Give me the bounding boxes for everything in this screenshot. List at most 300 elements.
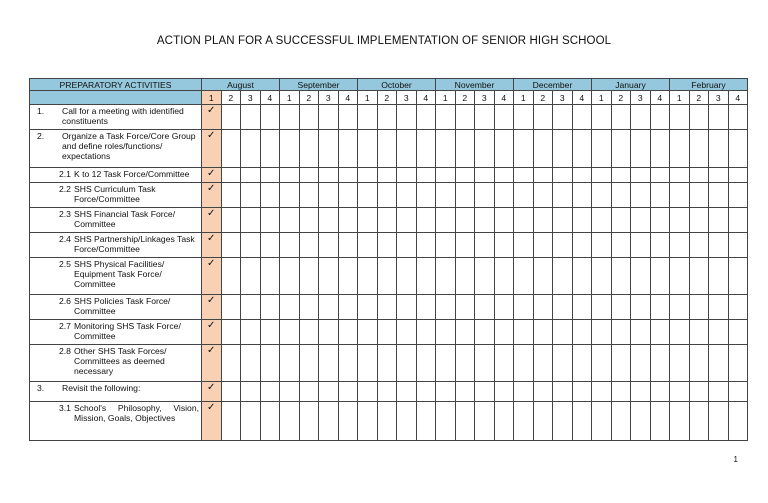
week-header-cell: 3 — [241, 91, 261, 105]
schedule-cell — [338, 295, 358, 320]
schedule-cell — [475, 402, 495, 441]
week-header-cell: 3 — [553, 91, 573, 105]
month-header-october: October — [358, 79, 436, 91]
schedule-cell — [670, 320, 690, 345]
schedule-cell — [494, 130, 514, 168]
schedule-cell — [397, 345, 417, 382]
schedule-cell — [670, 168, 690, 183]
schedule-cell — [319, 130, 339, 168]
schedule-cell — [221, 320, 241, 345]
schedule-cell — [241, 130, 261, 168]
schedule-cell — [416, 402, 436, 441]
schedule-cell — [299, 105, 319, 130]
schedule-cell — [650, 168, 670, 183]
schedule-cell — [280, 258, 300, 295]
schedule-cell — [241, 183, 261, 208]
schedule-cell — [689, 233, 709, 258]
schedule-cell — [553, 382, 573, 402]
schedule-cell — [553, 208, 573, 233]
action-plan-table — [29, 78, 748, 441]
schedule-cell — [260, 168, 280, 183]
schedule-cell — [592, 382, 612, 402]
schedule-cell — [377, 183, 397, 208]
schedule-cell — [494, 382, 514, 402]
schedule-cell — [377, 233, 397, 258]
schedule-cell — [514, 258, 534, 295]
schedule-cell — [592, 130, 612, 168]
schedule-cell — [689, 320, 709, 345]
week-header-cell: 2 — [611, 91, 631, 105]
schedule-cell — [689, 183, 709, 208]
schedule-cell — [416, 130, 436, 168]
schedule-cell — [650, 208, 670, 233]
schedule-cell — [553, 295, 573, 320]
schedule-cell — [611, 168, 631, 183]
schedule-cell — [553, 183, 573, 208]
week-header-cell: 1 — [280, 91, 300, 105]
schedule-cell — [436, 168, 456, 183]
schedule-cell — [475, 233, 495, 258]
schedule-cell — [494, 258, 514, 295]
schedule-cell — [338, 168, 358, 183]
schedule-cell — [338, 183, 358, 208]
schedule-cell — [358, 320, 378, 345]
activity-cell — [30, 382, 202, 402]
schedule-cell — [338, 402, 358, 441]
schedule-cell — [319, 295, 339, 320]
schedule-cell — [241, 320, 261, 345]
schedule-cell — [592, 258, 612, 295]
week-header-cell: 2 — [455, 91, 475, 105]
check-cell: ✓ — [202, 168, 222, 183]
schedule-cell — [455, 105, 475, 130]
schedule-cell — [221, 168, 241, 183]
schedule-cell — [358, 168, 378, 183]
schedule-cell — [572, 295, 592, 320]
schedule-cell — [397, 208, 417, 233]
table-row — [30, 345, 748, 382]
schedule-cell — [670, 295, 690, 320]
check-cell: ✓ — [202, 320, 222, 345]
schedule-cell — [631, 233, 651, 258]
check-cell: ✓ — [202, 382, 222, 402]
schedule-cell — [358, 345, 378, 382]
schedule-cell — [475, 130, 495, 168]
schedule-cell — [397, 130, 417, 168]
activities-header: PREPARATORY ACTIVITIES — [30, 79, 202, 91]
schedule-cell — [728, 183, 748, 208]
item-number: 2.8 — [59, 346, 71, 356]
week-header-cell: 1 — [358, 91, 378, 105]
schedule-cell — [670, 233, 690, 258]
schedule-cell — [455, 402, 475, 441]
schedule-cell — [280, 208, 300, 233]
week-header-cell: 1 — [436, 91, 456, 105]
item-number: 2.6 — [59, 296, 71, 306]
schedule-cell — [455, 183, 475, 208]
schedule-cell — [533, 183, 553, 208]
activity-cell — [30, 233, 202, 258]
schedule-cell — [436, 320, 456, 345]
schedule-cell — [475, 320, 495, 345]
schedule-cell — [592, 183, 612, 208]
schedule-cell — [553, 345, 573, 382]
schedule-cell — [514, 320, 534, 345]
table-row — [30, 382, 748, 402]
check-cell: ✓ — [202, 295, 222, 320]
schedule-cell — [338, 345, 358, 382]
schedule-cell — [611, 105, 631, 130]
schedule-cell — [377, 320, 397, 345]
schedule-cell — [553, 233, 573, 258]
schedule-cell — [611, 402, 631, 441]
schedule-cell — [533, 208, 553, 233]
check-cell: ✓ — [202, 258, 222, 295]
schedule-cell — [299, 320, 319, 345]
item-text: SHS Physical Facilities/ Equipment Task Force/ Committee — [74, 259, 165, 289]
schedule-cell — [221, 105, 241, 130]
week-header-cell: 1 — [670, 91, 690, 105]
schedule-cell — [455, 258, 475, 295]
schedule-cell — [728, 382, 748, 402]
schedule-cell — [631, 320, 651, 345]
schedule-cell — [221, 208, 241, 233]
schedule-cell — [299, 345, 319, 382]
schedule-cell — [416, 233, 436, 258]
schedule-cell — [689, 105, 709, 130]
schedule-cell — [319, 168, 339, 183]
schedule-cell — [377, 130, 397, 168]
schedule-cell — [670, 345, 690, 382]
schedule-cell — [475, 105, 495, 130]
schedule-cell — [494, 208, 514, 233]
schedule-cell — [299, 233, 319, 258]
schedule-cell — [670, 402, 690, 441]
table-row — [30, 402, 748, 441]
schedule-cell — [358, 402, 378, 441]
schedule-cell — [455, 208, 475, 233]
schedule-cell — [514, 130, 534, 168]
schedule-cell — [319, 402, 339, 441]
schedule-cell — [260, 258, 280, 295]
schedule-cell — [475, 258, 495, 295]
schedule-cell — [416, 208, 436, 233]
schedule-cell — [650, 258, 670, 295]
schedule-cell — [514, 208, 534, 233]
week-header-cell: 4 — [572, 91, 592, 105]
schedule-cell — [319, 258, 339, 295]
item-text: Monitoring SHS Task Force/ Committee — [74, 321, 181, 341]
table-row — [30, 105, 748, 130]
schedule-cell — [572, 130, 592, 168]
schedule-cell — [319, 105, 339, 130]
schedule-cell — [592, 105, 612, 130]
schedule-cell — [338, 233, 358, 258]
schedule-cell — [319, 382, 339, 402]
schedule-cell — [670, 208, 690, 233]
week-header-cell: 2 — [299, 91, 319, 105]
schedule-cell — [241, 105, 261, 130]
week-header-cell: 4 — [728, 91, 748, 105]
schedule-cell — [709, 183, 729, 208]
schedule-cell — [611, 183, 631, 208]
check-cell: ✓ — [202, 345, 222, 382]
schedule-cell — [709, 345, 729, 382]
schedule-cell — [416, 183, 436, 208]
schedule-cell — [299, 258, 319, 295]
schedule-cell — [436, 258, 456, 295]
schedule-cell — [221, 402, 241, 441]
item-text: Other SHS Task Forces/ Committees as deemed necessary — [74, 346, 167, 376]
schedule-cell — [436, 382, 456, 402]
schedule-cell — [611, 233, 631, 258]
week-header-cell: 3 — [397, 91, 417, 105]
schedule-cell — [650, 183, 670, 208]
schedule-cell — [455, 130, 475, 168]
schedule-cell — [533, 320, 553, 345]
schedule-cell — [572, 258, 592, 295]
schedule-cell — [709, 208, 729, 233]
schedule-cell — [338, 258, 358, 295]
schedule-cell — [709, 105, 729, 130]
item-text: SHS Financial Task Force/ Committee — [74, 209, 176, 229]
schedule-cell — [611, 295, 631, 320]
schedule-cell — [280, 320, 300, 345]
schedule-cell — [436, 105, 456, 130]
week-header-cell: 2 — [377, 91, 397, 105]
schedule-cell — [338, 320, 358, 345]
schedule-cell — [260, 130, 280, 168]
schedule-cell — [514, 168, 534, 183]
schedule-cell — [553, 130, 573, 168]
week-header-cell: 3 — [709, 91, 729, 105]
schedule-cell — [689, 402, 709, 441]
schedule-cell — [241, 382, 261, 402]
month-header-december: December — [514, 79, 592, 91]
schedule-cell — [494, 402, 514, 441]
schedule-cell — [455, 320, 475, 345]
schedule-cell — [221, 295, 241, 320]
item-number: 2.1 — [59, 169, 71, 179]
schedule-cell — [241, 208, 261, 233]
schedule-cell — [280, 295, 300, 320]
schedule-cell — [631, 382, 651, 402]
schedule-cell — [572, 382, 592, 402]
schedule-cell — [553, 320, 573, 345]
schedule-cell — [416, 345, 436, 382]
schedule-cell — [611, 258, 631, 295]
schedule-cell — [514, 233, 534, 258]
schedule-cell — [728, 208, 748, 233]
schedule-cell — [592, 233, 612, 258]
schedule-cell — [592, 168, 612, 183]
schedule-cell — [280, 382, 300, 402]
schedule-cell — [514, 402, 534, 441]
schedule-cell — [397, 233, 417, 258]
schedule-cell — [358, 382, 378, 402]
schedule-cell — [631, 258, 651, 295]
week-header-cell: 4 — [260, 91, 280, 105]
schedule-cell — [416, 258, 436, 295]
item-text: Organize a Task Force/Core Group and define roles/functions/ expectations — [62, 131, 196, 161]
schedule-cell — [436, 345, 456, 382]
schedule-cell — [377, 105, 397, 130]
schedule-cell — [670, 130, 690, 168]
schedule-cell — [221, 345, 241, 382]
week-header-cell: 4 — [338, 91, 358, 105]
item-number: 3.1 — [59, 403, 71, 413]
schedule-cell — [416, 295, 436, 320]
schedule-cell — [416, 168, 436, 183]
schedule-cell — [670, 105, 690, 130]
schedule-cell — [689, 168, 709, 183]
schedule-cell — [299, 130, 319, 168]
activity-cell — [30, 105, 202, 130]
schedule-cell — [280, 233, 300, 258]
month-header-february: February — [670, 79, 748, 91]
schedule-cell — [631, 130, 651, 168]
schedule-cell — [494, 233, 514, 258]
item-number: 2.2 — [59, 184, 71, 194]
schedule-cell — [358, 105, 378, 130]
schedule-cell — [397, 320, 417, 345]
schedule-cell — [475, 168, 495, 183]
schedule-cell — [494, 320, 514, 345]
week-header-spacer — [30, 91, 202, 105]
schedule-cell — [611, 208, 631, 233]
week-header-cell: 2 — [533, 91, 553, 105]
schedule-cell — [455, 295, 475, 320]
schedule-cell — [689, 258, 709, 295]
schedule-cell — [436, 183, 456, 208]
table-row — [30, 258, 748, 295]
schedule-cell — [631, 208, 651, 233]
schedule-cell — [416, 105, 436, 130]
schedule-cell — [709, 295, 729, 320]
schedule-cell — [377, 168, 397, 183]
month-header-september: September — [280, 79, 358, 91]
table-row — [30, 233, 748, 258]
schedule-cell — [650, 295, 670, 320]
schedule-cell — [241, 345, 261, 382]
schedule-cell — [280, 183, 300, 208]
schedule-cell — [436, 402, 456, 441]
schedule-cell — [260, 320, 280, 345]
schedule-cell — [377, 258, 397, 295]
schedule-cell — [338, 208, 358, 233]
activity-cell — [30, 320, 202, 345]
check-cell: ✓ — [202, 233, 222, 258]
schedule-cell — [475, 183, 495, 208]
week-header-cell: 3 — [631, 91, 651, 105]
schedule-cell — [260, 382, 280, 402]
schedule-cell — [650, 105, 670, 130]
schedule-cell — [728, 258, 748, 295]
month-header-january: January — [592, 79, 670, 91]
schedule-cell — [709, 168, 729, 183]
item-text: SHS Policies Task Force/ Committee — [74, 296, 171, 316]
week-header-cell: 4 — [650, 91, 670, 105]
schedule-cell — [650, 382, 670, 402]
schedule-cell — [436, 295, 456, 320]
schedule-cell — [221, 258, 241, 295]
schedule-cell — [358, 258, 378, 295]
item-number: 2.4 — [59, 234, 71, 244]
schedule-cell — [377, 402, 397, 441]
schedule-cell — [397, 105, 417, 130]
schedule-cell — [631, 183, 651, 208]
check-cell: ✓ — [202, 208, 222, 233]
month-header-row — [30, 79, 748, 91]
schedule-cell — [221, 233, 241, 258]
schedule-cell — [631, 345, 651, 382]
schedule-cell — [611, 320, 631, 345]
schedule-cell — [241, 168, 261, 183]
schedule-cell — [514, 183, 534, 208]
schedule-cell — [397, 295, 417, 320]
schedule-cell — [514, 295, 534, 320]
week-header-cell: 2 — [689, 91, 709, 105]
table-row — [30, 320, 748, 345]
table-row — [30, 295, 748, 320]
week-header-cell: 3 — [319, 91, 339, 105]
schedule-cell — [338, 130, 358, 168]
schedule-cell — [358, 233, 378, 258]
check-cell: ✓ — [202, 183, 222, 208]
schedule-cell — [397, 183, 417, 208]
schedule-cell — [709, 402, 729, 441]
schedule-cell — [416, 320, 436, 345]
schedule-cell — [241, 295, 261, 320]
schedule-cell — [689, 295, 709, 320]
week-header-cell: 2 — [221, 91, 241, 105]
schedule-cell — [709, 382, 729, 402]
schedule-cell — [572, 345, 592, 382]
schedule-cell — [631, 168, 651, 183]
schedule-cell — [553, 402, 573, 441]
schedule-cell — [709, 258, 729, 295]
schedule-cell — [514, 382, 534, 402]
schedule-cell — [260, 402, 280, 441]
schedule-cell — [260, 208, 280, 233]
schedule-cell — [280, 168, 300, 183]
item-text: School's Philosophy, Vision, Mission, Goals, Objectives — [74, 403, 199, 423]
schedule-cell — [377, 208, 397, 233]
schedule-cell — [650, 320, 670, 345]
schedule-cell — [319, 320, 339, 345]
schedule-cell — [358, 208, 378, 233]
schedule-cell — [533, 130, 553, 168]
schedule-cell — [280, 402, 300, 441]
item-text: K to 12 Task Force/Committee — [74, 169, 190, 179]
schedule-cell — [728, 130, 748, 168]
item-text: SHS Partnership/Linkages Task Force/Committee — [74, 234, 195, 254]
schedule-cell — [260, 233, 280, 258]
item-text: Call for a meeting with identified constituents — [62, 106, 184, 126]
schedule-cell — [728, 402, 748, 441]
schedule-cell — [728, 168, 748, 183]
schedule-cell — [494, 345, 514, 382]
table-row — [30, 208, 748, 233]
schedule-cell — [650, 130, 670, 168]
schedule-cell — [475, 345, 495, 382]
schedule-cell — [377, 345, 397, 382]
schedule-cell — [221, 382, 241, 402]
schedule-cell — [631, 402, 651, 441]
activity-cell — [30, 402, 202, 441]
schedule-cell — [455, 168, 475, 183]
week-header-cell: 4 — [416, 91, 436, 105]
